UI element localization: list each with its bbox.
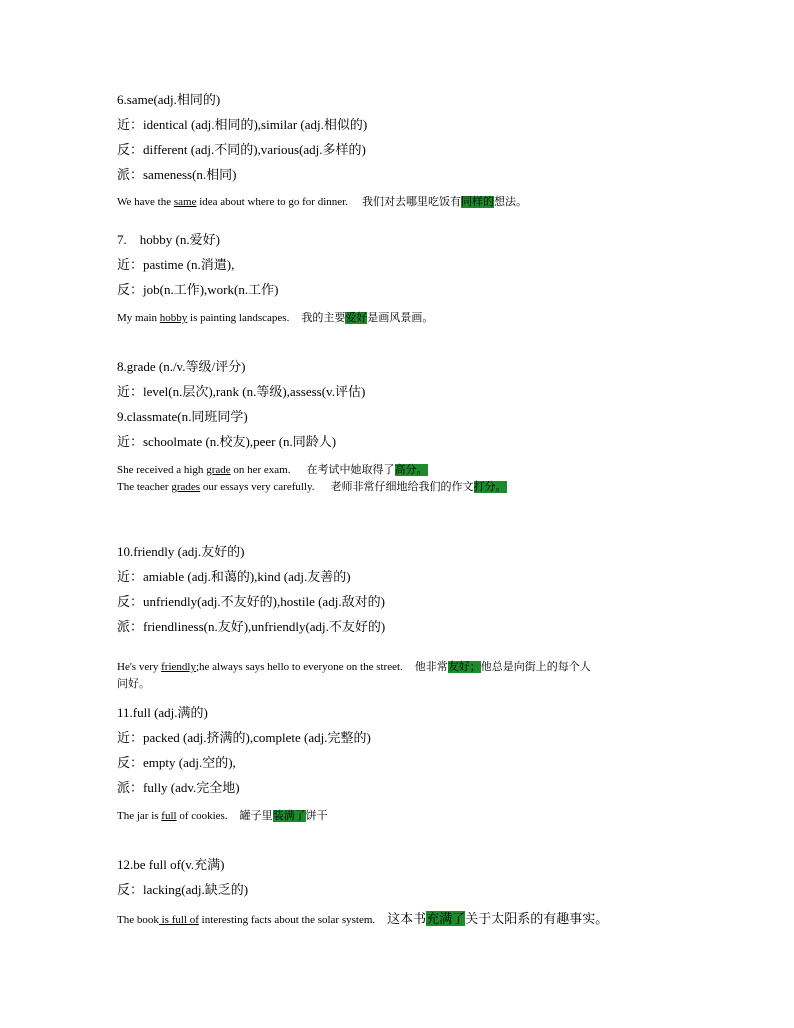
translation-text: 在考试中她取得了	[306, 464, 395, 476]
example-text: The book	[117, 914, 159, 926]
example-text: She received a high	[117, 464, 207, 476]
example-text: on her exam.	[230, 464, 291, 476]
entry-6-synonyms: 近：identical (adj.相同的),similar (adj.相似的)	[117, 117, 368, 132]
entry-11-derivatives: 派：fully (adv.完全地)	[117, 780, 240, 795]
example-keyword: hobby	[159, 312, 188, 324]
entry-10-antonyms: 反：unfriendly(adj.不友好的),hostile (adj.敌对的)	[117, 594, 385, 609]
entry-7-antonyms: 反：job(n.工作),work(n.工作)	[117, 282, 279, 297]
translation-highlight: 装满了	[272, 810, 306, 822]
entry-7-headword: 7. hobby (n.爱好)	[117, 232, 220, 247]
translation-text: 罐子里	[239, 810, 273, 822]
entry-10-derivatives: 派：friendliness(n.友好),unfriendly(adj.不友好的)	[117, 619, 386, 634]
translation-highlight: 打分。	[473, 481, 507, 493]
entry-9-example-1	[117, 462, 428, 478]
entry-11-headword: 11.full (adj.满的)	[117, 705, 208, 720]
example-text: our essays very carefully.	[200, 481, 315, 493]
translation-text: 饼干	[305, 810, 328, 822]
entry-8-synonyms: 近：level(n.层次),rank (n.等级),assess(v.评估)	[117, 384, 366, 399]
entry-10-example	[117, 659, 591, 675]
example-text: of cookies.	[176, 810, 228, 822]
entry-10-example-continuation: 问好。	[117, 678, 150, 690]
translation-highlight: 高分。	[394, 464, 428, 476]
example-text: interesting facts about the solar system.	[198, 914, 376, 926]
entry-9-synonyms: 近：schoolmate (n.校友),peer (n.同龄人)	[117, 434, 337, 449]
example-keyword: grades	[171, 481, 201, 493]
example-text: My main	[117, 312, 160, 324]
example-text: The teacher	[117, 481, 172, 493]
entry-9-headword: 9.classmate(n.同班同学)	[117, 409, 248, 424]
entry-11-example	[117, 808, 328, 824]
entry-6-example	[117, 194, 527, 210]
entry-11-antonyms: 反：empty (adj.空的),	[117, 755, 236, 770]
example-text: idea about where to go for dinner.	[196, 196, 348, 208]
entry-7-example	[117, 310, 433, 326]
example-keyword: full	[161, 810, 177, 822]
entry-12-headword: 12.be full of(v.充满)	[117, 857, 225, 872]
translation-highlight: 爱好	[345, 312, 368, 324]
translation-text: 这本书	[387, 911, 427, 926]
entry-10-headword: 10.friendly (adj.友好的)	[117, 544, 245, 559]
translation-text: 他非常	[414, 661, 448, 673]
entry-9-example-2	[117, 479, 507, 495]
example-text: The jar is	[117, 810, 162, 822]
entry-12-antonyms: 反：lacking(adj.缺乏的)	[117, 882, 249, 897]
entry-7-synonyms: 近：pastime (n.消遣),	[117, 257, 235, 272]
example-text: ;he always says hello to everyone on the street.	[195, 661, 403, 673]
entry-12-example	[117, 911, 608, 928]
translation-highlight: 同样的	[460, 196, 494, 208]
example-keyword: same	[173, 196, 197, 208]
translation-text: 我们对去哪里吃饭有	[361, 196, 461, 208]
example-text: He's very	[117, 661, 162, 673]
entry-8-headword: 8.grade (n./v.等级/评分)	[117, 359, 246, 374]
translation-highlight: 友好；	[447, 661, 481, 673]
entry-6-antonyms: 反：different (adj.不同的),various(adj.多样的)	[117, 142, 366, 157]
translation-text: 关于太阳系的有趣事实。	[465, 911, 609, 926]
entry-6-derivatives: 派：sameness(n.相同)	[117, 167, 237, 182]
translation-text: 老师非常仔细地给我们的作文	[330, 481, 474, 493]
example-text: is painting landscapes.	[187, 312, 290, 324]
entry-11-synonyms: 近：packed (adj.挤满的),complete (adj.完整的)	[117, 730, 371, 745]
example-keyword: is full of	[158, 914, 199, 926]
entry-10-synonyms: 近：amiable (adj.和蔼的),kind (adj.友善的)	[117, 569, 351, 584]
translation-text: 是画风景画。	[367, 312, 434, 324]
entry-6-headword: 6.same(adj.相同的)	[117, 92, 221, 107]
example-text: We have the	[117, 196, 174, 208]
translation-text: 我的主要	[301, 312, 346, 324]
translation-highlight: 充满了	[426, 911, 466, 926]
translation-text: 他总是向街上的每个人	[480, 661, 591, 673]
translation-text: 想法。	[493, 196, 527, 208]
example-keyword: grade	[206, 464, 231, 476]
example-keyword: friendly	[161, 661, 196, 673]
